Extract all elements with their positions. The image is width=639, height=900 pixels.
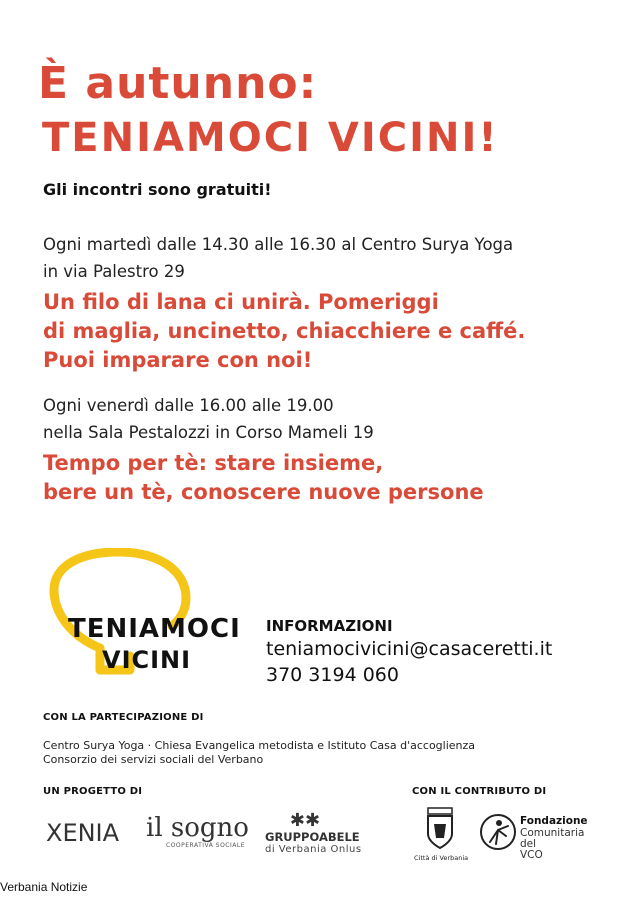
watermark: Verbania Notizie [0,880,88,894]
event1-location: in via Palestro 29 [43,262,185,281]
info-email[interactable]: teniamocivicini@casaceretti.it [266,638,553,660]
fondazione-figure-icon [478,812,518,852]
participation-line-2: Consorzio dei servizi sociali del Verbano [43,753,264,766]
fondazione-line-1: Fondazione [520,815,588,827]
citta-verbania-logo [414,806,470,862]
gruppo-abele-mark-icon: ✱✱ [289,810,321,831]
gruppo-abele-logo [265,812,365,855]
title-line-2: TENIAMOCI VICINI! [42,115,499,161]
contribution-heading: CON IL CONTRIBUTO DI [412,786,547,797]
event2-schedule: Ogni venerdì dalle 16.00 alle 19.00 [43,396,334,415]
il-sogno-sub: COOPERATIVA SOCIALE [166,842,246,849]
logo-line-1: TENIAMOCI [68,614,241,644]
event2-highlight-1: Tempo per tè: stare insieme, [43,451,384,475]
event2-location: nella Sala Pestalozzi in Corso Mameli 19 [43,423,374,442]
gruppo-abele-name: GRUPPOABELE [265,830,360,844]
il-sogno-name: il sogno [146,813,249,843]
info-heading: INFORMAZIONI [266,617,393,635]
citta-verbania-label: Città di Verbania [414,854,469,862]
il-sogno-logo [146,814,249,849]
event1-highlight-1: Un filo di lana ci unirà. Pomeriggi [43,290,439,314]
gruppo-abele-sub: di Verbania Onlus [265,844,362,855]
participation-line-1: Centro Surya Yoga · Chiesa Evangelica metodista e Istituto Casa d'accoglienza [43,739,476,752]
info-phone[interactable]: 370 3194 060 [266,664,399,686]
fondazione-vco-logo [478,812,588,861]
event1-schedule: Ogni martedì dalle 14.30 alle 16.30 al Centro Surya Yoga [43,235,514,254]
event1-highlight-3: Puoi imparare con noi! [43,348,313,372]
logo-line-2: VICINI [102,646,192,674]
fondazione-line-3: del VCO [520,838,543,861]
teniamoci-vicini-logo [40,548,241,688]
free-events-note: Gli incontri sono gratuiti! [43,180,272,199]
title-line-1: È autunno: [38,58,318,109]
event2-highlight-2: bere un tè, conoscere nuove persone [43,480,484,504]
participation-heading: CON LA PARTECIPAZIONE DI [43,712,204,723]
xenia-logo: XENIA [46,819,120,847]
project-heading: UN PROGETTO DI [43,786,143,797]
fondazione-line-2: Comunitaria [520,827,585,839]
city-crest-icon [420,806,460,850]
event1-highlight-2: di maglia, uncinetto, chiacchiere e caffé. [43,319,526,343]
